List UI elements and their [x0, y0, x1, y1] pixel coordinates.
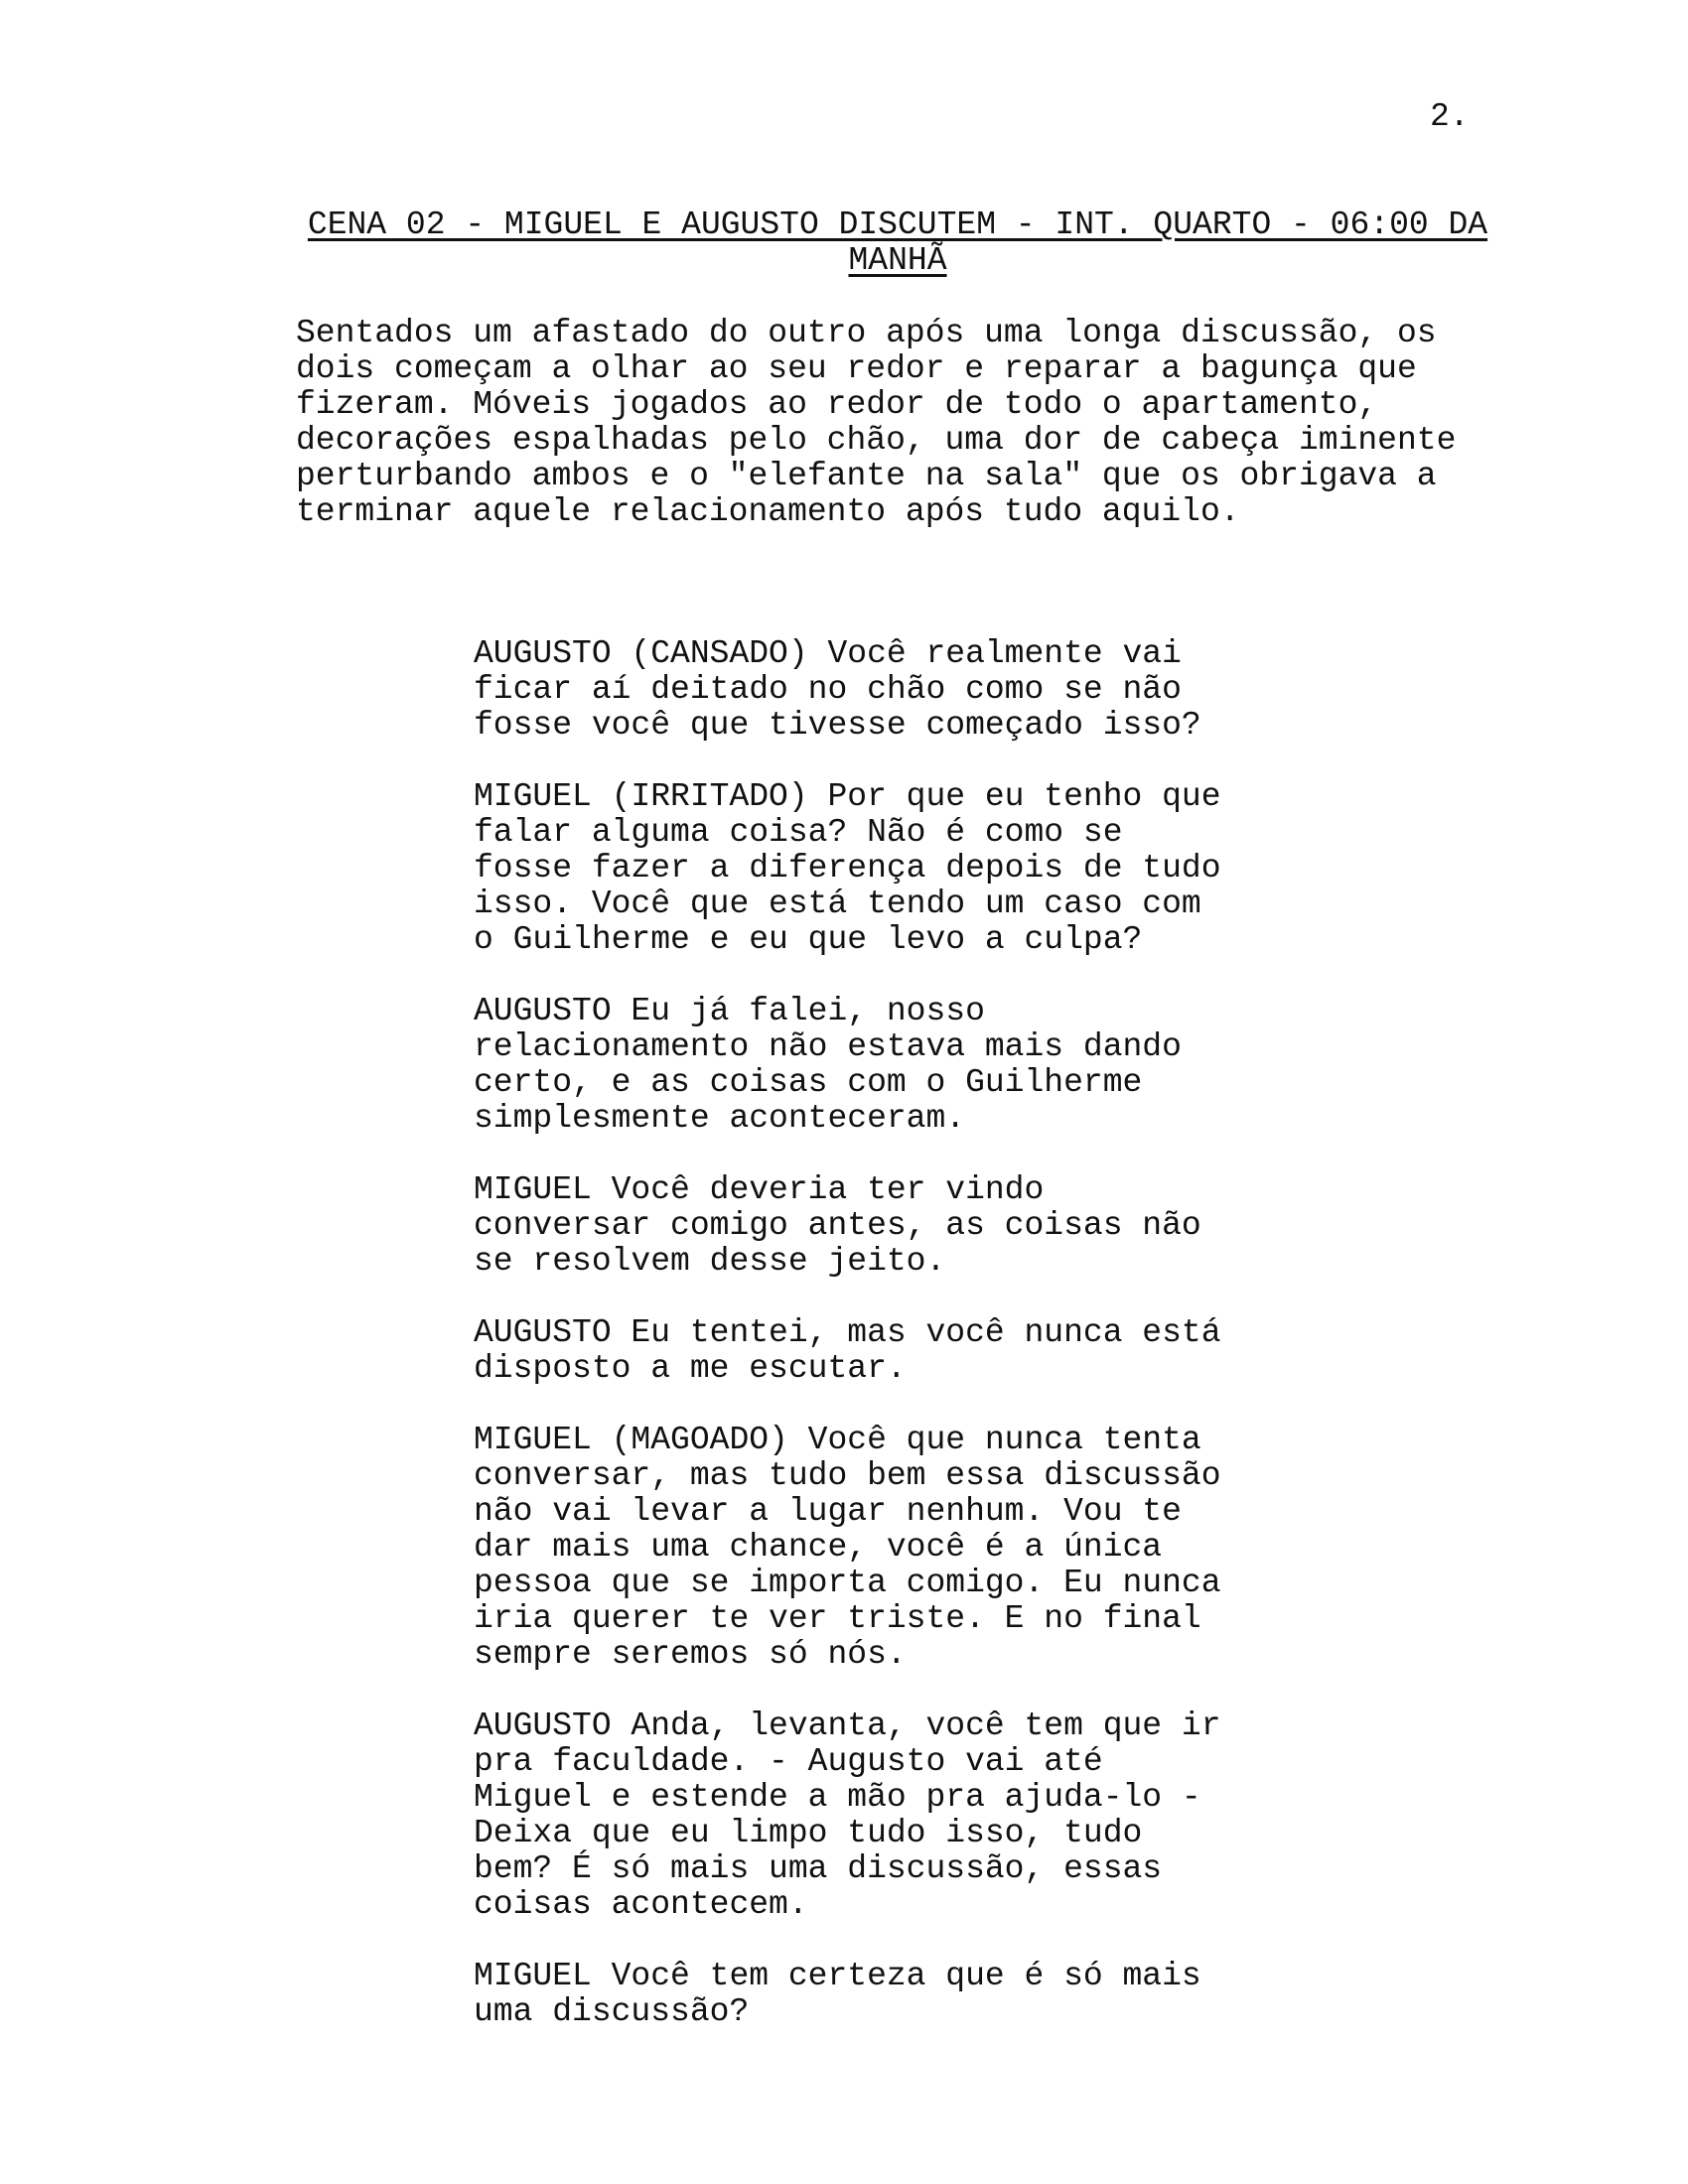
scene-heading: CENA 02 - MIGUEL E AUGUSTO DISCUTEM - INT. QUARTO - 06:00 DA MANHÃ — [307, 206, 1488, 279]
dialogue-line: MIGUEL Você tem certeza que é só mais uma discussão? — [474, 1958, 1201, 2030]
dialogue-line: MIGUEL (IRRITADO) Por que eu tenho que falar alguma coisa? Não é como se fosse fazer a diferença depois de tudo isso. Você que está tendo um caso com o Guilherme e eu que levo a culpa? — [474, 778, 1221, 958]
dialogue-line: AUGUSTO Eu tentei, mas você nunca está disposto a me escutar. — [474, 1314, 1221, 1387]
dialogue-line: AUGUSTO Anda, levanta, você tem que ir pra faculdade. - Augusto vai até Miguel e estende a mão pra ajuda-lo - Deixa que eu limpo tudo isso, tudo bem? É só mais uma discussão, essas coisas acontecem. — [474, 1707, 1221, 1923]
page-number: 2. — [1430, 98, 1470, 135]
dialogue-block — [474, 636, 1243, 2066]
dialogue-line: MIGUEL (MAGOADO) Você que nunca tenta conversar, mas tudo bem essa discussão não vai levar a lugar nenhum. Vou te dar mais uma chance, você é a única pessoa que se importa comigo. Eu nunca iria querer te ver triste. E no final sempre seremos só nós. — [474, 1422, 1221, 1673]
action-paragraph: Sentados um afastado do outro após uma longa discussão, os dois começam a olhar ao seu redor e reparar a bagunça que fizeram. Móveis jogados ao redor de todo o apartamento, decorações espalhadas pelo chão, uma dor de cabeça iminente perturbando ambos e o "elefante na sala" que os obrigava a terminar aquele relacionamento após tudo aquilo. — [296, 315, 1457, 530]
dialogue-line: AUGUSTO (CANSADO) Você realmente vai ficar aí deitado no chão como se não fosse você que tivesse começado isso? — [474, 635, 1201, 744]
dialogue-line: AUGUSTO Eu já falei, nosso relacionamento não estava mais dando certo, e as coisas com o Guilherme simplesmente aconteceram. — [474, 993, 1182, 1137]
dialogue-line: MIGUEL Você deveria ter vindo conversar comigo antes, as coisas não se resolvem desse jeito. — [474, 1171, 1201, 1280]
